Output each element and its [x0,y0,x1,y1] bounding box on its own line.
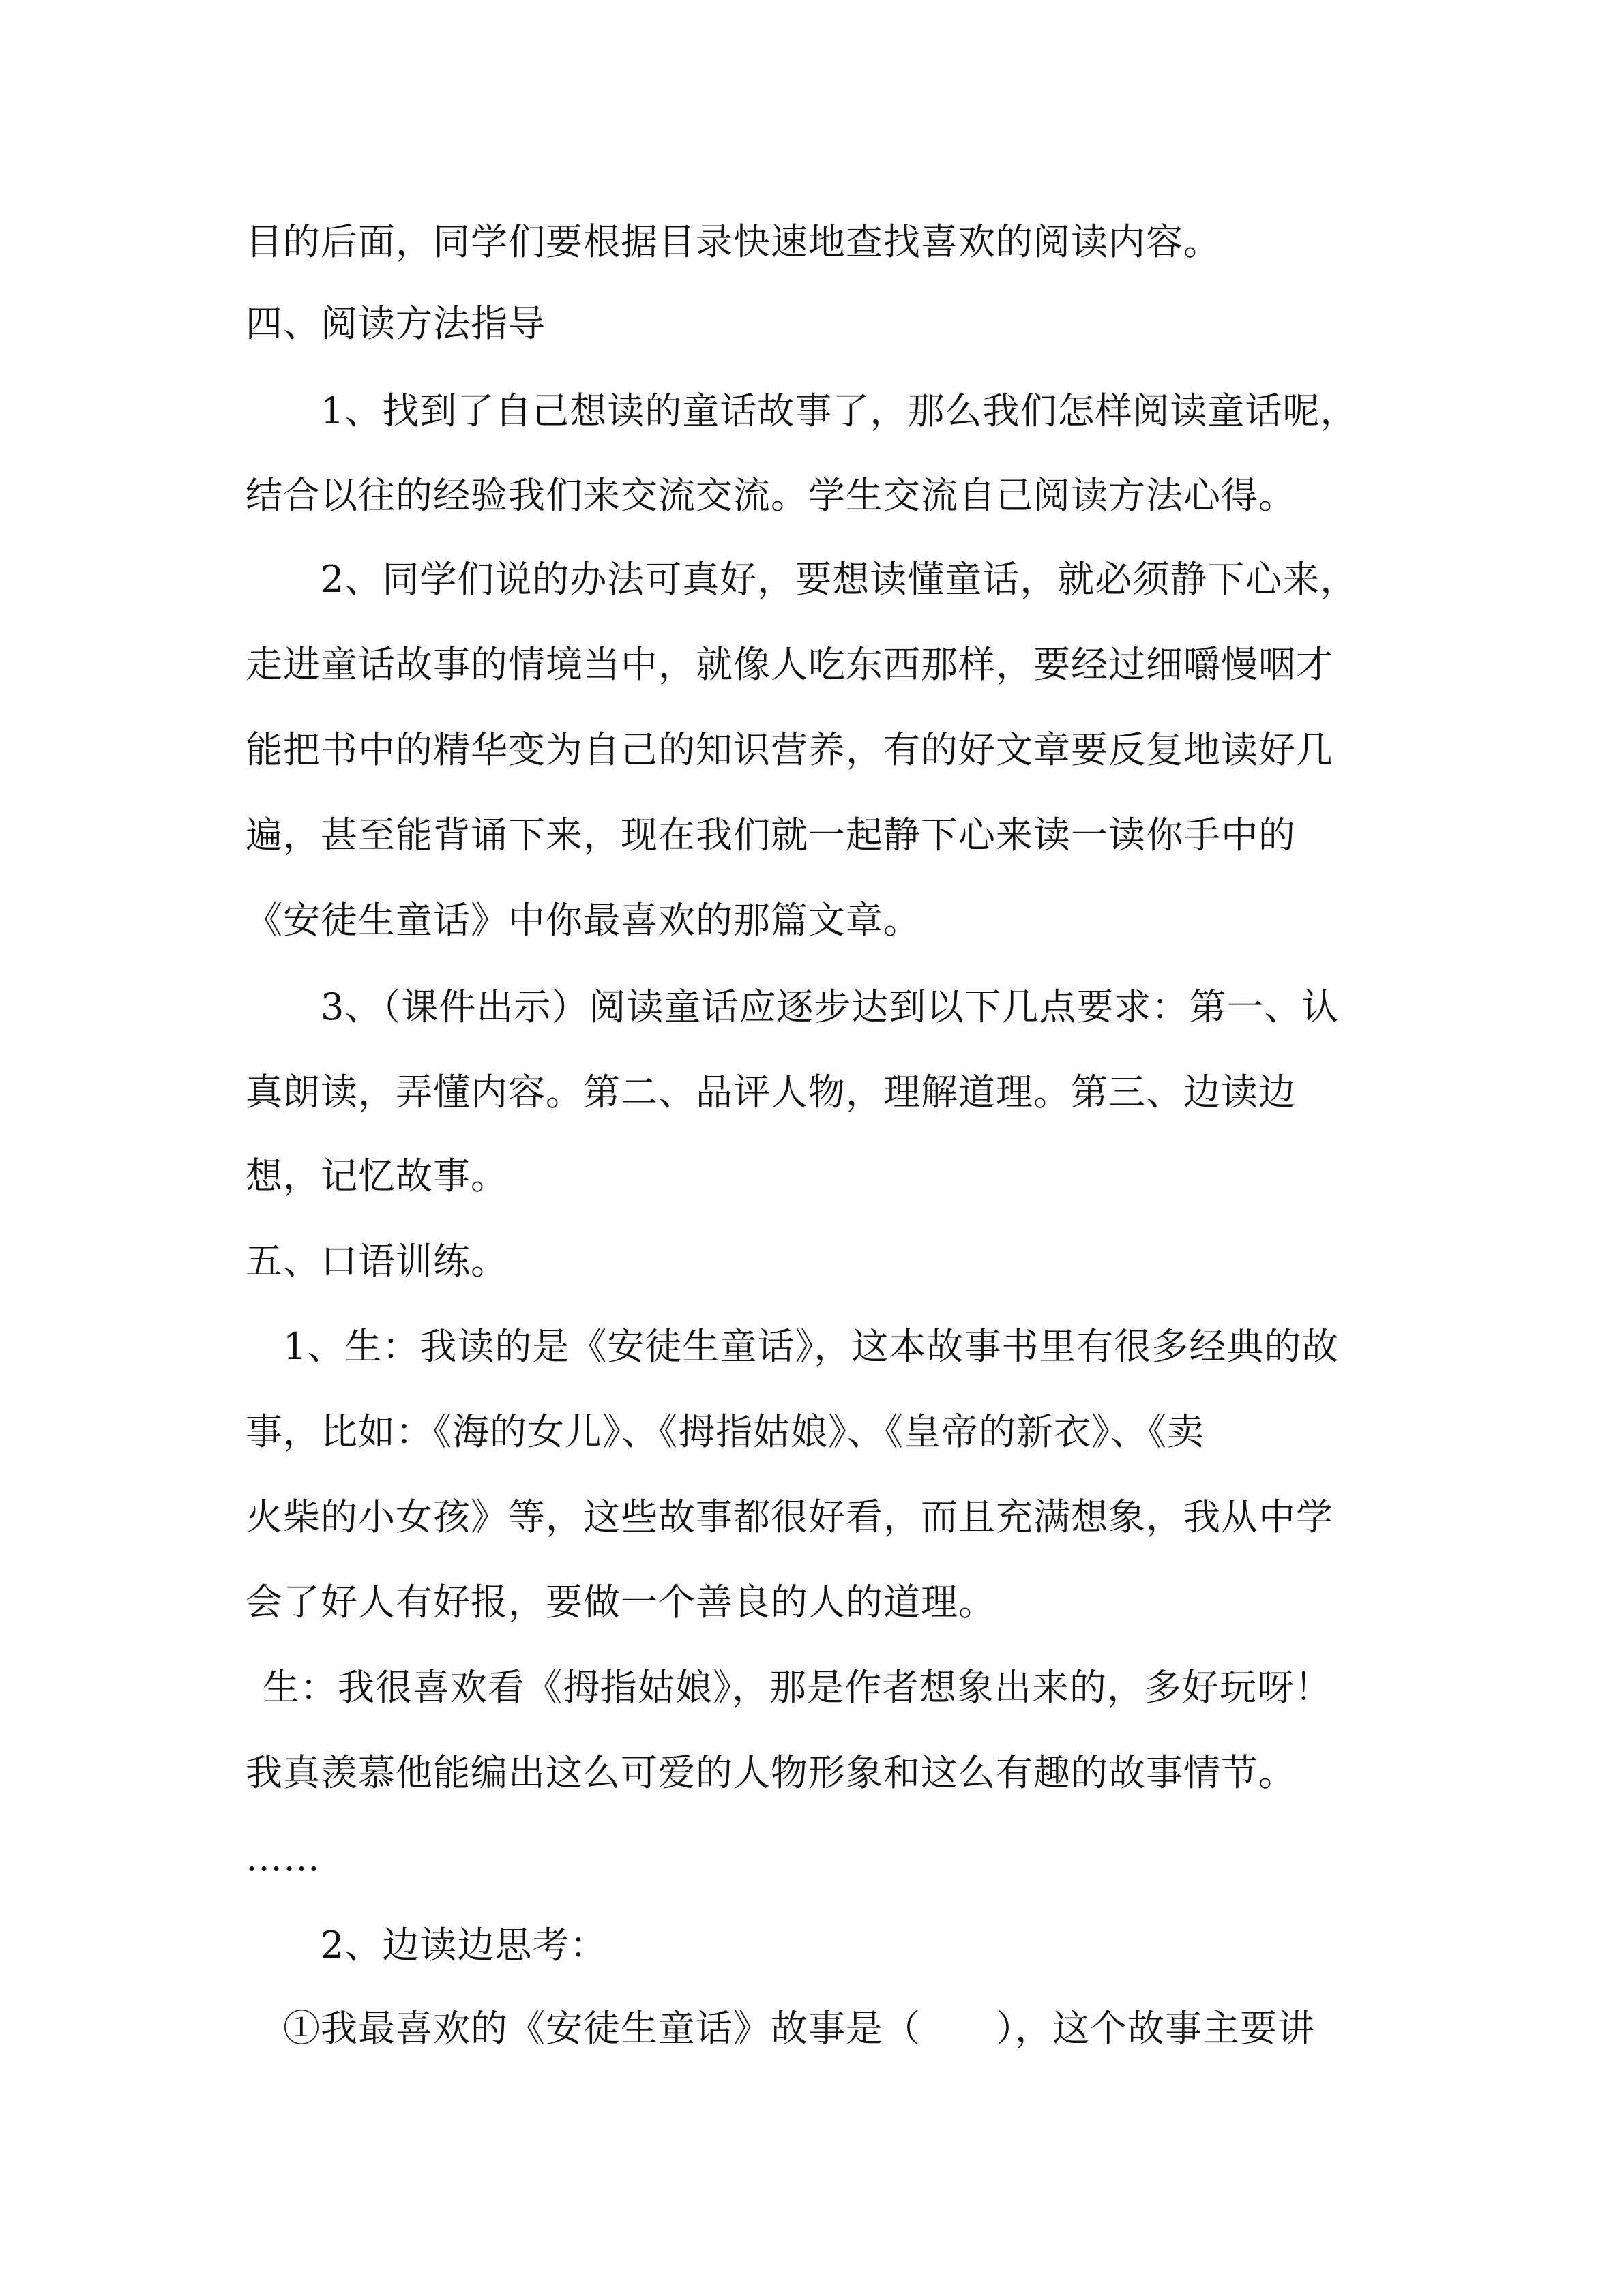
paragraph-line: 3、（课件出示）阅读童话应逐步达到以下几点要求：第一、认 [321,985,1340,1028]
paragraph-line: 生：我很喜欢看《拇指姑娘》，那是作者想象出来的，多好玩呀！ [263,1666,1332,1709]
paragraph-line: 1、找到了自己想读的童话故事了，那么我们怎样阅读童话呢， [321,389,1358,432]
paragraph-line: 我真羡慕他能编出这么可爱的人物形象和这么有趣的故事情节。 [246,1751,1296,1794]
paragraph-line: 目的后面，同学们要根据目录快速地查找喜欢的阅读内容。 [246,220,1221,263]
paragraph-line: 能把书中的精华变为自己的知识营养，有的好文章要反复地读好几 [246,728,1333,771]
paragraph-line: 《安徒生童话》中你最喜欢的那篇文章。 [246,899,921,942]
paragraph-line: 会了好人有好报，要做一个善良的人的道理。 [246,1581,996,1624]
paragraph-line: 想，记忆故事。 [246,1154,508,1197]
paragraph-line: 1、生：我读的是《安徒生童话》，这本故事书里有很多经典的故 [283,1325,1340,1368]
paragraph-line: ①我最喜欢的《安徒生童话》故事是（ ），这个故事主要讲 [283,2007,1315,2050]
paragraph-line: 遍，甚至能背诵下来，现在我们就一起静下心来读一读你手中的 [246,814,1296,856]
paragraph-line: 火柴的小女孩》等，这些故事都很好看，而且充满想象，我从中学 [246,1495,1333,1538]
paragraph-line: 走进童话故事的情境当中，就像人吃东西那样，要经过细嚼慢咽才 [246,643,1333,686]
paragraph-line: 结合以往的经验我们来交流交流。学生交流自己阅读方法心得。 [246,474,1296,517]
paragraph-line: 真朗读，弄懂内容。第二、品评人物，理解道理。第三、边读边 [246,1071,1296,1114]
section-heading: 四、阅读方法指导 [246,302,546,345]
paragraph-line: 2、边读边思考： [321,1924,608,1967]
section-heading: 五、口语训练。 [246,1240,508,1283]
paragraph-line: 事，比如：《海的女儿》、《拇指姑娘》、《皇帝的新衣》、《卖 [246,1410,1205,1453]
ellipsis-line: …… [246,1836,321,1879]
paragraph-line: 2、同学们说的办法可真好，要想读懂童话，就必须静下心来， [321,558,1358,601]
